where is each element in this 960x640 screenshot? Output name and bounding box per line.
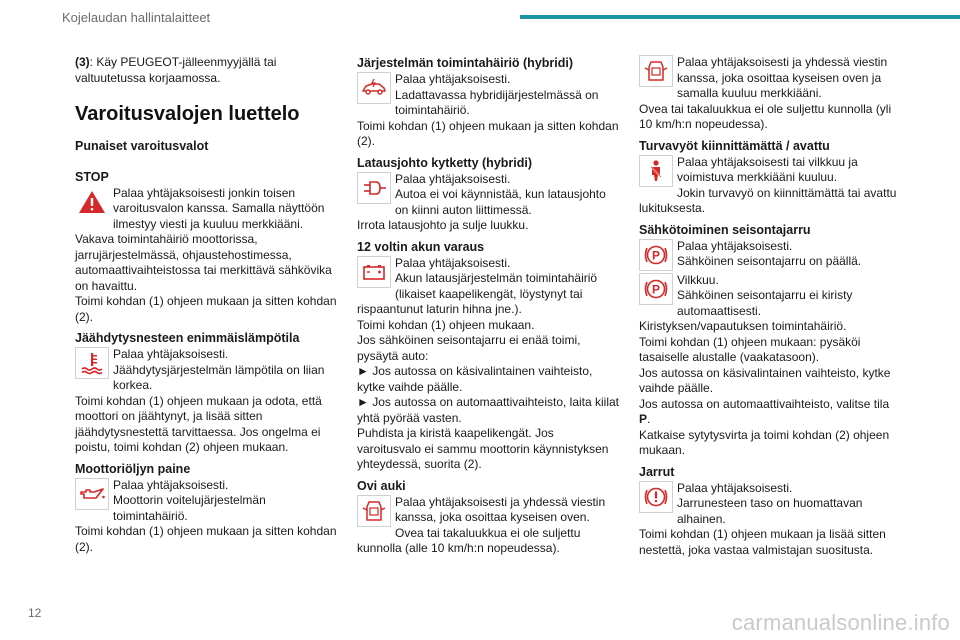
seatbelt-entry	[639, 155, 901, 217]
svg-text:P: P	[651, 282, 661, 296]
coolant-temperature-icon	[75, 347, 109, 379]
hybrid-text-2: Ladattavassa hybridijärjestelmässä on toimintahäiriö.	[395, 87, 599, 117]
battery-icon	[357, 256, 391, 288]
coolant-entry	[75, 347, 337, 456]
doors-moving-text-2: Ovea tai takaluukkua ei ole suljettu kunnolla (yli 10 km/h:n nopeudessa).	[639, 101, 892, 131]
parking-brake-flash-text: Vilkkuu.	[677, 272, 719, 287]
battery-entry	[357, 256, 619, 473]
stop-text-2: Vakava toimintahäiriö moottorissa, jarrujärjestelmässä, ohjaustehostimessa, automaattivaihteistossa tai merkittävä sähkövika on havaittu.	[75, 232, 332, 293]
coolant-text-2: Jäähdytysjärjestelmän lämpötila on liian korkea.	[113, 362, 325, 392]
charging-entry	[357, 172, 619, 234]
oil-text-2: Moottorin voitelujärjestelmän toimintahäiriö.	[113, 493, 266, 523]
hybrid-car-icon	[357, 72, 391, 104]
seatbelt-text: Palaa yhtäjaksoisesti tai vilkkuu ja voimistuva merkkiääni kuuluu.	[677, 154, 858, 184]
parking-brake-icon	[639, 239, 673, 271]
brakes-text-3: Toimi kohdan (1) ohjeen mukaan ja lisää sitten nestettä, joka vastaa valmistajan suositusta.	[639, 527, 886, 557]
stop-text: Palaa yhtäjaksoisesti jonkin toisen varoitusvalon kanssa. Samalla näyttöön ilmestyy viesti ja kuuluu merkkiääni.	[113, 185, 325, 231]
charging-plug-icon	[357, 172, 391, 204]
running-header: Kojelaudan hallintalaitteet	[62, 10, 211, 25]
parking-brake-text-6a: Jos autossa on automaattivaihteisto, valitse tila	[639, 396, 890, 411]
battery-text-5: Puhdista ja kiristä kaapelikengät. Jos varoitusvalo ei sammu moottorin käynnistyksen yhteydessä, suorita (2).	[357, 426, 609, 471]
doors-text-2: Ovea tai takaluukkua ei ole suljettu kunnolla (alle 10 km/h:n nopeudessa).	[357, 525, 581, 555]
charging-heading: Latausjohto kytketty (hybridi)	[357, 155, 533, 170]
oil-text: Palaa yhtäjaksoisesti.	[113, 477, 229, 492]
door-open-icon	[357, 495, 391, 527]
parking-brake-flashing-icon	[639, 273, 673, 305]
brakes-text: Palaa yhtäjaksoisesti.	[677, 480, 793, 495]
column-3	[639, 55, 901, 558]
section-title: Varoitusvalojen luettelo	[75, 103, 300, 125]
parking-brake-text-4: Toimi kohdan (1) ohjeen mukaan: pysäköi tasaiselle alustalle (vaakatasoon).	[639, 334, 861, 364]
stop-text-3: Toimi kohdan (1) ohjeen mukaan ja sitten kohdan (2).	[75, 294, 337, 324]
charging-text: Palaa yhtäjaksoisesti.	[395, 171, 511, 186]
stop-entry	[75, 186, 337, 326]
doors-moving-text: Palaa yhtäjaksoisesti ja yhdessä viestin kanssa, joka osoittaa kyseisen oven ja samalla kuuluu merkkiääni.	[677, 55, 888, 100]
parking-brake-text: Palaa yhtäjaksoisesti.	[677, 238, 793, 253]
battery-bullet-1: ► Jos autossa on käsivalintainen vaihteisto, kytke vaihde päälle.	[357, 364, 593, 394]
column-2	[357, 55, 619, 557]
parking-brake-text-3: Kiristyksen/vapautuksen toimintahäiriö.	[639, 319, 847, 333]
seatbelt-icon	[639, 155, 673, 187]
battery-bullet-2: ► Jos autossa on automaattivaihteisto, laita kiilat yhtä pyörää vasten.	[357, 395, 620, 425]
parking-brake-text-5: Jos autossa on käsivalintainen vaihteisto, kytke vaihde päälle.	[639, 365, 891, 395]
battery-heading: 12 voltin akun varaus	[357, 239, 485, 254]
seatbelt-heading: Turvavyöt kiinnittämättä / avattu	[639, 138, 830, 153]
parking-brake-heading: Sähkötoiminen seisontajarru	[639, 222, 811, 237]
doors-moving-entry	[639, 55, 901, 133]
oil-can-icon	[75, 478, 109, 510]
parking-brake-text-7: Katkaise sytytysvirta ja toimi kohdan (2) ohjeen mukaan.	[639, 427, 890, 457]
hybrid-heading: Järjestelmän toimintahäiriö (hybridi)	[357, 56, 574, 70]
intro-text: : Käy PEUGEOT-jälleenmyyjällä tai valtuutetussa korjaamossa.	[75, 55, 277, 85]
brakes-heading: Jarrut	[639, 464, 675, 479]
oil-heading: Moottoriöljyn paine	[75, 461, 191, 476]
watermark: carmanualsonline.info	[731, 610, 950, 635]
oil-entry	[75, 478, 337, 556]
brakes-text-2: Jarrunesteen taso on huomattavan alhainen.	[677, 496, 863, 526]
battery-text: Palaa yhtäjaksoisesti.	[395, 255, 511, 270]
doors-heading: Ovi auki	[357, 478, 406, 493]
charging-text-3: Irrota latausjohto ja sulje luukku.	[357, 218, 529, 232]
parking-brake-flash-text-2: Sähköinen seisontajarru ei kiristy automaattisesti.	[677, 288, 853, 318]
stop-heading: STOP	[75, 169, 109, 184]
parking-brake-mode-p: P	[639, 412, 648, 426]
hybrid-text-3: Toimi kohdan (1) ohjeen mukaan ja sitten kohdan (2).	[357, 118, 619, 148]
coolant-text-3: Toimi kohdan (1) ohjeen mukaan ja odota, että moottori on jäähtynyt, ja lisää sitten jäähdytysnestettä tarvittaessa. Jos ongelma ei poistu, toimi kohdan (2) ohjeen mukaan.	[75, 393, 322, 454]
stop-warning-icon	[75, 186, 109, 218]
header-accent-bar	[520, 15, 960, 19]
brakes-entry	[639, 481, 901, 559]
hybrid-entry	[357, 72, 619, 150]
parking-brake-text-2: Sähköinen seisontajarru on päällä.	[677, 254, 862, 268]
parking-brake-text-6	[639, 397, 901, 428]
parking-brake-text-6-end: .	[647, 412, 651, 426]
coolant-text: Palaa yhtäjaksoisesti.	[113, 347, 229, 361]
brake-warning-icon	[639, 481, 673, 513]
battery-text-4: Jos sähköinen seisontajarru ei enää toimi, pysäytä auto:	[357, 333, 581, 363]
oil-text-3: Toimi kohdan (1) ohjeen mukaan ja sitten kohdan (2).	[75, 524, 337, 554]
column-1	[75, 55, 337, 555]
coolant-heading: Jäähdytysnesteen enimmäislämpötila	[75, 331, 300, 345]
battery-text-2: Akun latausjärjestelmän toimintahäiriö (likaiset kaapelikengät, löystynyt tai rispaantunut laturin hihna jne.).	[357, 271, 598, 316]
doors-text: Palaa yhtäjaksoisesti ja yhdessä viestin kanssa, joka osoittaa kyseisen oven.	[395, 494, 606, 524]
intro-note	[75, 55, 337, 86]
subsection-title: Punaiset varoitusvalot	[75, 139, 209, 153]
parking-brake-entry	[639, 239, 901, 459]
seatbelt-text-2: Jokin turvavyö on kiinnittämättä tai avattu lukituksesta.	[639, 185, 897, 215]
battery-text-3: Toimi kohdan (1) ohjeen mukaan.	[357, 317, 535, 332]
svg-text:P: P	[651, 248, 661, 262]
doors-entry	[357, 495, 619, 557]
page-number: 12	[28, 606, 42, 620]
intro-ref: (3)	[75, 55, 90, 69]
charging-text-2: Autoa ei voi käynnistää, kun latausjohto on kiinni auton liittimessä.	[395, 187, 606, 217]
door-open-icon	[639, 55, 673, 87]
hybrid-text: Palaa yhtäjaksoisesti.	[395, 72, 511, 86]
